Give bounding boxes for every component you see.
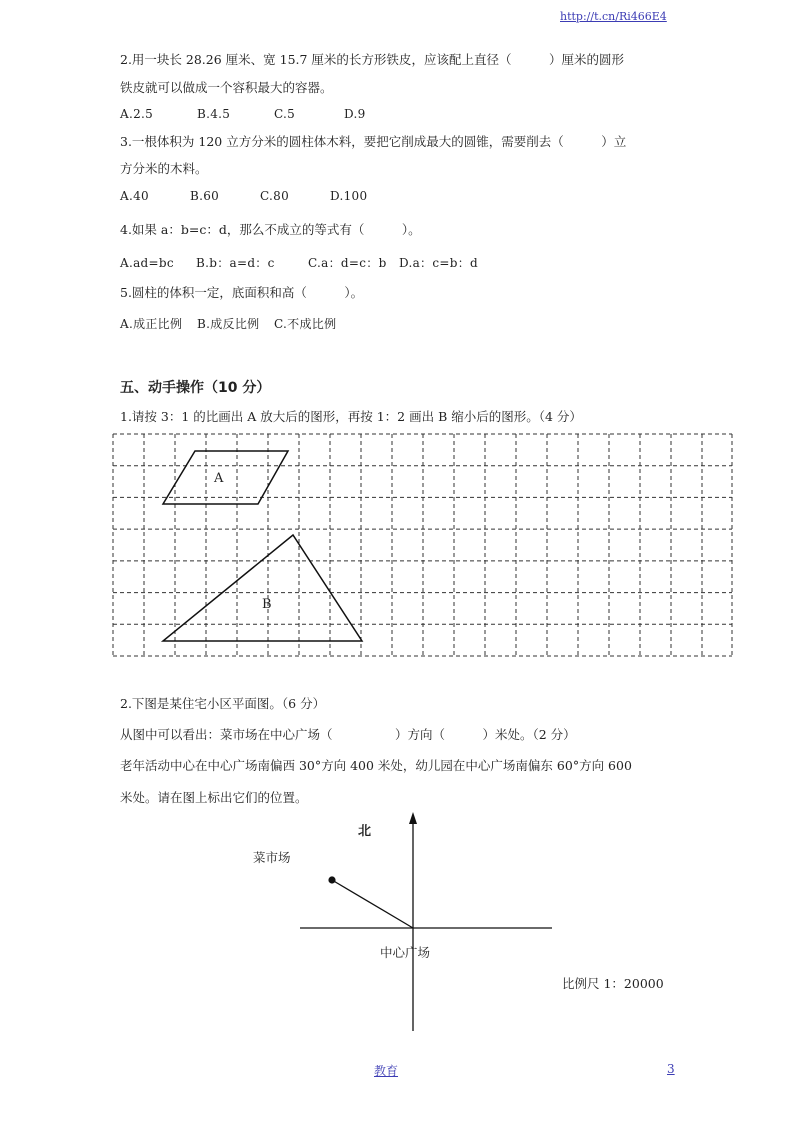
- q3-option-c: C.80: [260, 189, 290, 203]
- north-arrow-icon: [409, 812, 417, 824]
- map-scale-label: 比例尺 1：20000: [562, 976, 664, 991]
- q5-line1: 5.圆柱的体积一定，底面积和高（ ）。: [120, 285, 364, 300]
- q5-option-c: C.不成比例: [274, 317, 337, 331]
- market-point: [328, 876, 335, 883]
- shape-b-label: B: [262, 597, 272, 612]
- q4-options: [120, 254, 478, 271]
- shape-a-label: A: [214, 471, 224, 486]
- section5-p2-line3: 老年活动中心在中心广场南偏西 30°方向 400 米处，幼儿园在中心广场南偏东 60°方向 600: [120, 758, 632, 773]
- q4-option-d: D.a：c=b：d: [399, 256, 479, 270]
- q4-option-a: A.ad=bc: [120, 256, 174, 270]
- header-url-link[interactable]: http://t.cn/Ri466E4: [560, 10, 667, 23]
- section5-p2-line4: 米处。请在图上标出它们的位置。: [120, 790, 308, 805]
- q2-line2: 铁皮就可以做成一个容积最大的容器。: [120, 80, 333, 95]
- q4-option-b: B.b：a=d：c: [196, 256, 275, 270]
- q5-option-b: B.成反比例: [197, 317, 260, 331]
- map-market-label: 菜市场: [253, 850, 291, 865]
- q2-option-a: A.2.5: [120, 107, 154, 121]
- q2-line1: 2.用一块长 28.26 厘米、宽 15.7 厘米的长方形铁皮，应该配上直径（ ）厘米的圆形: [120, 52, 624, 67]
- dashed-grid: [113, 434, 732, 656]
- market-direction-line: [332, 880, 413, 928]
- parallelogram-a: [163, 451, 288, 504]
- triangle-b: [163, 535, 362, 641]
- q3-line2: 方分米的木料。: [120, 161, 208, 176]
- q3-line1: 3.一根体积为 120 立方分米的圆柱体木料，要把它削成最大的圆锥，需要削去（ ）立: [120, 134, 627, 149]
- map-north-label: 北: [358, 824, 372, 839]
- q3-option-d: D.100: [330, 189, 368, 203]
- q2-options: [120, 107, 366, 121]
- page-number: 3: [667, 1062, 675, 1076]
- q2-option-b: B.4.5: [197, 107, 231, 121]
- q4-line1: 4.如果 a：b=c：d，那么不成立的等式有（ ）。: [120, 222, 421, 237]
- map-center-label: 中心广场: [380, 945, 431, 960]
- q2-option-d: D.9: [344, 107, 366, 121]
- section5-p1: 1.请按 3：1 的比画出 A 放大后的图形，再按 1：2 画出 B 缩小后的图形。（4 分）: [120, 409, 582, 424]
- footer-link[interactable]: 教育: [374, 1064, 399, 1078]
- section5-p2: 2.下图是某住宅小区平面图。（6 分）: [120, 696, 326, 711]
- q5-option-a: A.成正比例: [120, 317, 183, 331]
- q3-options: [120, 189, 367, 203]
- section-title: 五、动手操作（10 分）: [120, 380, 271, 396]
- q5-options: [120, 315, 336, 332]
- q2-option-c: C.5: [274, 107, 296, 121]
- q3-option-a: A.40: [120, 189, 149, 203]
- section5-p2-line2: 从图中可以看出：菜市场在中心广场（ ）方向（ ）米处。（2 分）: [120, 727, 576, 742]
- q3-option-b: B.60: [190, 189, 220, 203]
- q4-option-c: C.a：d=c：b: [308, 256, 387, 270]
